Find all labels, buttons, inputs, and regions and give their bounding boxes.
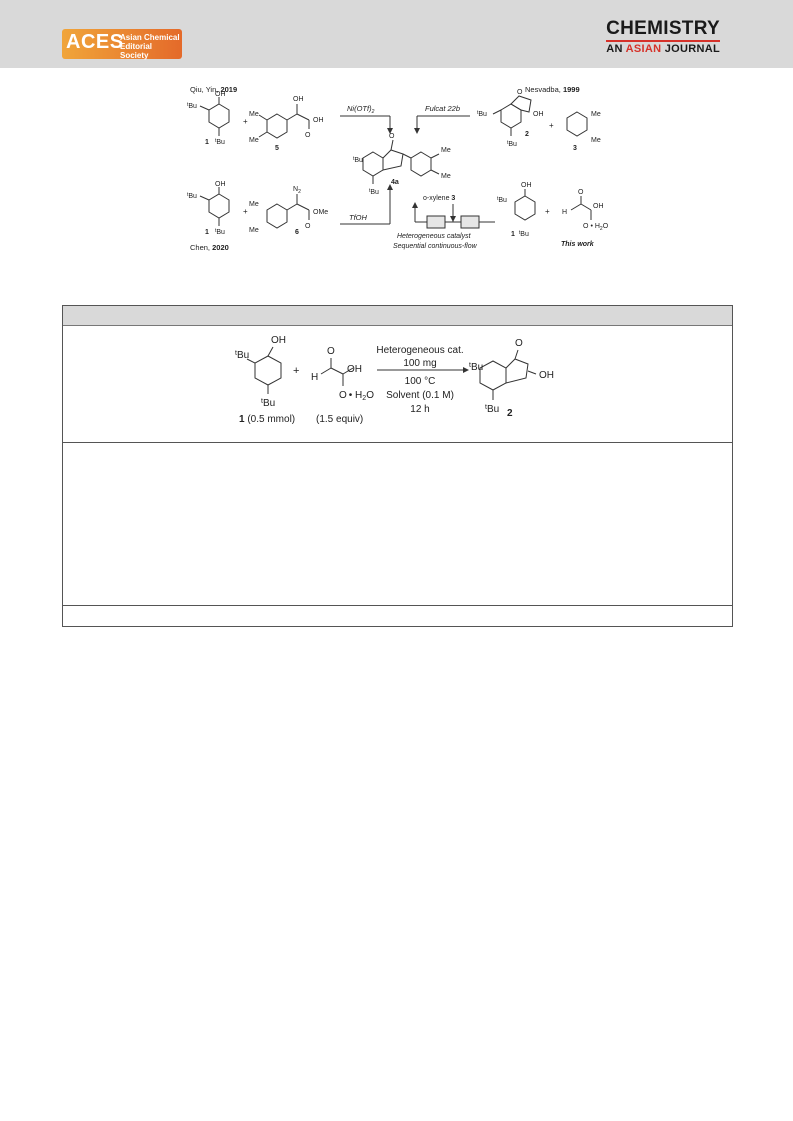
svg-text:Heterogeneous catalyst: Heterogeneous catalyst [397,233,471,240]
svg-text:OH: OH [521,182,532,189]
reaction-scheme-figure [185,84,610,254]
svg-text:3: 3 [573,145,577,152]
svg-text:Me: Me [441,147,451,154]
svg-text:4a: 4a [391,179,399,186]
phenol-ring-bottom [209,194,229,218]
svg-text:Me: Me [249,111,259,118]
svg-text:tBu: $^t$Bu [215,138,225,146]
svg-text:Me: Me [591,137,601,144]
flow-column-2 [461,216,479,228]
svg-text:OH: OH [313,117,324,124]
svg-text:Me: Me [591,111,601,118]
svg-text:Me: Me [249,227,259,234]
svg-text:tBu: $^t$Bu [261,398,276,409]
svg-text:tBu: $^t$Bu [369,188,379,196]
aces-logo-subtitle: Asian Chemical Editorial Society [120,33,180,60]
svg-text:(1.5 equiv): (1.5 equiv) [316,414,364,425]
svg-text:OH: OH [293,96,304,103]
table-phenol-ring [255,356,281,385]
table-lactone-ring [480,361,506,390]
svg-text:12 h: 12 h [410,404,430,415]
journal-title-rule [606,40,720,42]
svg-text:O: O [327,346,335,357]
svg-text:Heterogeneous cat.: Heterogeneous cat. [376,345,464,356]
svg-text:O: O [305,223,311,230]
conditions-table [62,305,733,627]
svg-text:Qiu, Yin, 2019: Qiu, Yin, 2019 [190,85,238,94]
svg-text:O: O [517,89,523,96]
svg-text:OH: OH [215,91,226,98]
aryl-ring-5 [267,114,287,138]
svg-text:1: 1 [205,229,209,236]
svg-text:Me: Me [249,137,259,144]
svg-text:tBu: $^t$Bu [497,196,507,204]
svg-text:O: O [305,132,311,139]
svg-text:Chen, 2020: Chen, 2020 [190,243,229,252]
aces-logo[interactable] [62,29,182,59]
svg-text:Me: Me [441,173,451,180]
svg-text:H: H [562,209,568,216]
svg-text:OH: OH [347,364,362,375]
svg-text:+: + [549,121,554,130]
svg-text:Fulcat 22b: Fulcat 22b [425,104,461,113]
svg-text:tBu: $^t$Bu [469,362,484,373]
table-reaction-scheme [63,326,732,443]
svg-text:This work: This work [561,241,594,248]
svg-text:2: 2 [507,408,513,419]
aces-logo-word: ACES [66,31,124,53]
o-xylene-ring-3 [567,112,587,136]
svg-text:OH: OH [593,203,604,210]
svg-text:Ni(OTf)2: $Ni(OTf)_2$ [347,104,375,115]
svg-text:N2: $N_2$ [293,186,301,195]
svg-text:Me: Me [249,201,259,208]
svg-text:+: + [293,365,300,377]
svg-text:OH: OH [215,181,226,188]
svg-text:O: O [578,189,584,196]
svg-text:tBu: $^t$Bu [235,350,250,361]
svg-text:O• H2O: O • $H_2O$ [583,223,609,232]
svg-text:O: O [515,338,523,349]
svg-text:tBu: $^t$Bu [353,156,363,164]
svg-text:tBu: $^t$Bu [187,102,197,110]
svg-text:TfOH: TfOH [349,213,367,222]
svg-text:tBu: $^t$Bu [477,110,487,118]
phenol-ring-top [209,104,229,128]
svg-text:tBu: $^t$Bu [507,140,517,148]
table-footer-row [63,606,732,626]
svg-text:1: 1 [205,139,209,146]
svg-text:O: O [389,133,395,140]
phenol-ring-this-work [515,196,535,220]
svg-text:OH: OH [533,111,544,118]
journal-title-line2: AN ASIAN JOURNAL [606,43,720,55]
flow-column-1 [427,216,445,228]
table-header-row [63,306,732,326]
svg-text:+: + [243,207,248,216]
svg-text:Nesvadba, 1999: Nesvadba, 1999 [525,85,580,94]
svg-text:tBu: $^t$Bu [485,404,500,415]
table-body [63,443,732,606]
svg-text:5: 5 [275,145,279,152]
svg-text:1 (0.5 mmol): 1 (0.5 mmol) [239,414,296,425]
svg-text:100 mg: 100 mg [403,358,437,369]
svg-text:tBu: $^t$Bu [187,192,197,200]
svg-text:OH: OH [539,370,554,381]
svg-text:100 °C: 100 °C [404,376,436,387]
svg-text:o-xylene 3: o-xylene 3 [423,195,456,202]
table-reaction-svg [63,326,732,443]
svg-text:tBu: $^t$Bu [215,228,225,236]
svg-text:+: + [243,117,248,126]
svg-text:OMe: OMe [313,209,329,216]
svg-text:2: 2 [525,131,529,138]
svg-text:O• H2O: O • $H_2O$ [339,390,374,402]
page-header-band [0,0,793,68]
benzofuranone-ring-4a [363,152,383,176]
svg-text:1tBu: 1 $^t$Bu [511,230,529,238]
svg-text:+: + [545,207,550,216]
lactone-ring-2 [501,104,521,128]
aryl-ring-6 [267,204,287,228]
journal-title-logo[interactable] [606,19,720,56]
svg-text:H: H [311,372,319,383]
reaction-scheme-svg [185,84,610,254]
svg-text:OH: OH [271,335,286,346]
journal-title-line1: CHEMISTRY [606,18,720,39]
svg-text:Solvent (0.1 M): Solvent (0.1 M) [386,390,454,401]
svg-text:6: 6 [295,229,299,236]
svg-text:Sequential continuous-flow: Sequential continuous-flow [393,243,477,250]
